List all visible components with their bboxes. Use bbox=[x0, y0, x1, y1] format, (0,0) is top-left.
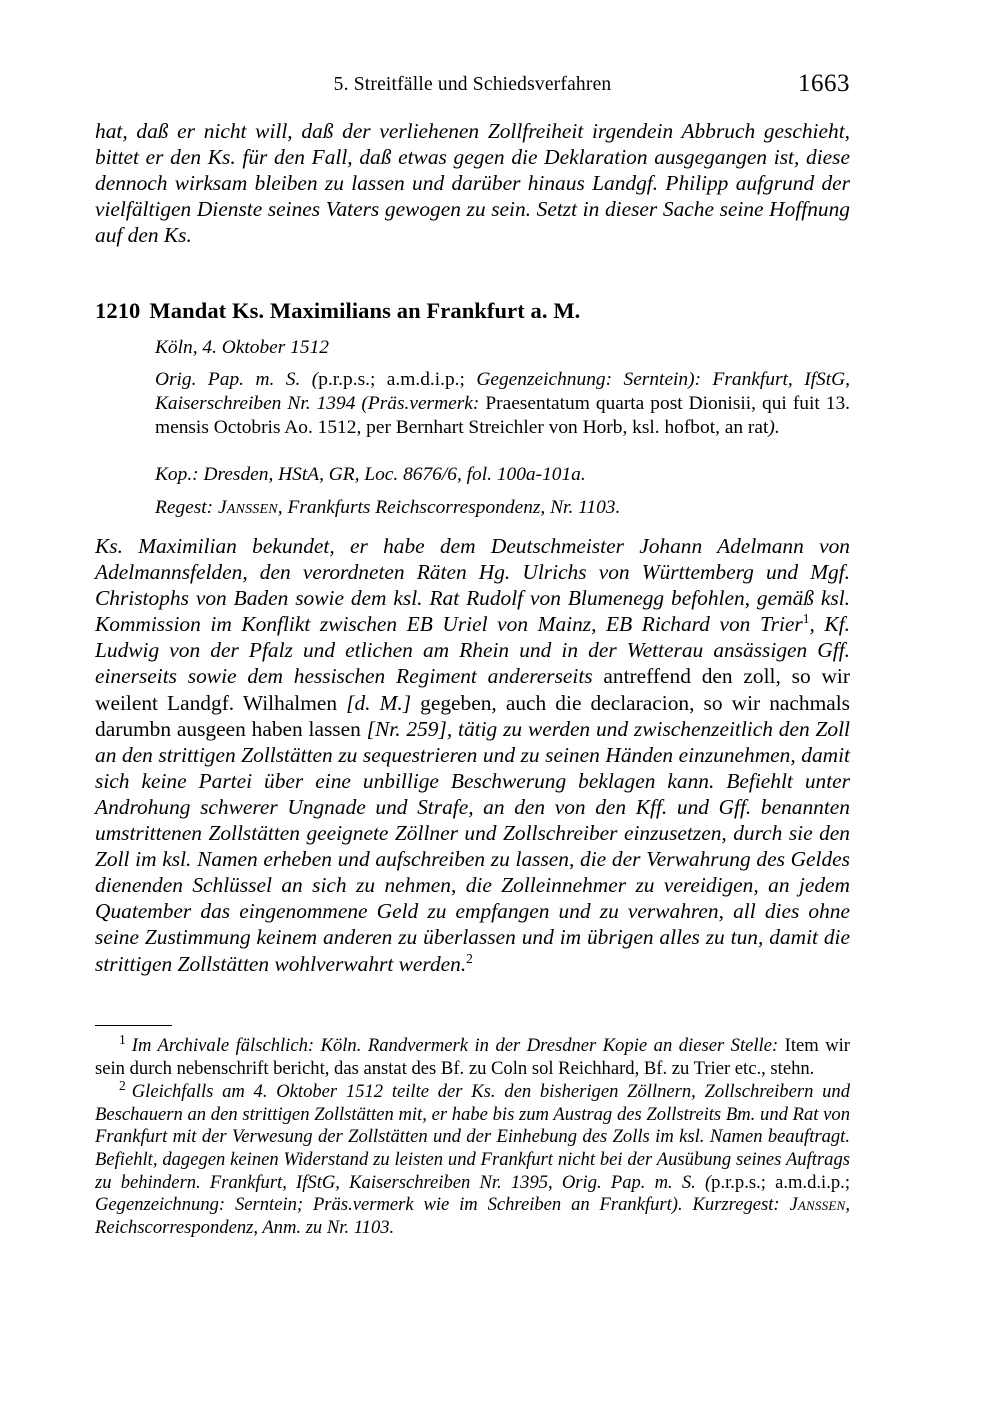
body-segment-1: Ks. Maximilian bekundet, er habe dem Deutschmeister Johann Adelmann von Adelmannsfelden, den verordneten Räten Hg. Ulrichs von Württemberg und Mgf. Christophs von Baden sowie dem ksl. Rat Rudolf von Blumenegg befohlen, gemäß ksl. Kommission im Konflikt zwischen EB Uriel von Mainz, EB Richard von Trier bbox=[95, 534, 850, 637]
footnote-2-marker: 2 bbox=[119, 1078, 126, 1093]
source-part-1: Orig. Pap. m. S. ( bbox=[155, 369, 319, 390]
footnote-separator-rule bbox=[95, 1025, 172, 1026]
footnote-1-lead: Im Archivale fälschlich: Köln. Randvermerk in der Dresdner Kopie an dieser Stelle: bbox=[131, 1035, 779, 1056]
footnote-2-tail: , Reichscorrespondenz, Anm. zu Nr. 1103. bbox=[95, 1194, 850, 1238]
entry-date-line: Köln, 4. Oktober 1512 bbox=[155, 337, 329, 358]
body-segment-3-quote: antreffend den zoll, so wir weilent Landgf. Wilhalmen bbox=[95, 664, 850, 715]
source-part-2-roman: p.r.p.s.; a.m.d.i.p.; bbox=[318, 369, 465, 390]
regest-author: Janssen bbox=[218, 497, 278, 518]
regest-prefix: Regest: bbox=[155, 497, 218, 518]
source-part-4-roman: Praesentatum quarta post Dionisii, qui fuit 13. mensis Octobris Ao. 1512, per Bernhart Streichler von Horb, ksl. hofbot, an rat bbox=[155, 393, 851, 439]
entry-kop-line: Kop.: Dresden, HStA, GR, Loc. 8676/6, fol. 100a-101a. bbox=[155, 464, 586, 485]
footnote-1 bbox=[95, 1031, 851, 1080]
entry-regest-line bbox=[155, 496, 850, 520]
footnote-2-roman-mid: p.r.p.s.; a.m.d.i.p.; bbox=[711, 1171, 850, 1193]
intro-paragraph: hat, daß er nicht will, daß der verliehenen Zollfreiheit irgendein Abbruch geschieht, bittet er den Ks. für den Fall, daß etwas gegen die Deklaration ausgegangen ist, diese dennoch wirksam bleiben zu lassen und darüber hinaus Landgf. Philipp aufgrund der vielfältigen Dienste seines Vaters gewogen zu sein. Setzt in dieser Sache seine Hoffnung auf den Ks. bbox=[95, 119, 850, 248]
footnote-ref-2[interactable]: 2 bbox=[466, 950, 473, 966]
entry-source-line bbox=[155, 368, 850, 441]
entry-body bbox=[95, 533, 850, 977]
body-segment-5-quote: gegeben, auch die declaracion, so wir nachmals darumbn ausgeen haben lassen bbox=[95, 690, 850, 741]
footnote-area bbox=[95, 1031, 851, 1240]
entry-title: Mandat Ks. Maximilians an Frankfurt a. M. bbox=[149, 298, 581, 323]
running-head bbox=[95, 70, 850, 104]
footnote-2-italic-mid: Gegenzeichnung: Serntein; Präs.vermerk wie im Schreiben an Frankfurt). Kurzregest: bbox=[95, 1194, 790, 1216]
footnote-2-lead: Gleichfalls am 4. Oktober 1512 teilte der Ks. den bisherigen Zöllnern, Zollschreibern und Beschauern an den strittigen Zollstätten mit, er habe bis zum Austrag des Zollstreits Bm. und Rat von Frankfurt mit der Verwesung der Zollstätten und der Einhebung des Zolls im ksl. Namen beauftragt. Befiehlt, dagegen keinen Widerstand zu leisten und Frankfurt nicht bei der Ausübung seines Auftrags zu behindern. Frankfurt, IfStG, Kaiserschreiben Nr. 1395, Orig. Pap. m. S. ( bbox=[95, 1081, 850, 1193]
footnote-2-author: Janssen bbox=[789, 1194, 846, 1216]
source-part-3: Gegenzeichnung: Serntein): Frankfurt, IfStG, Kaiserschreiben Nr. 1394 (Präs.vermerk: bbox=[155, 369, 850, 415]
body-segment-4-editorial: [d. M.] bbox=[346, 690, 421, 715]
footnote-ref-1[interactable]: 1 bbox=[802, 611, 810, 627]
running-head-title: 5. Streitfälle und Schiedsverfahren bbox=[333, 74, 612, 95]
entry-heading bbox=[95, 297, 850, 325]
regest-rest: , Frankfurts Reichscorrespondenz, Nr. 1103. bbox=[277, 497, 621, 518]
body-segment-6: [Nr. 259], tätig zu werden und zwischenzeitlich den Zoll an den strittigen Zollstätten zu sequestrieren und zu seinen Händen einzunehmen, damit sich keine Partei über eine unbillige Beschwerung beklagen kann. Befiehlt unter Androhung schwerer Ungnade und Strafe, an den von den Kff. und Gff. benannten umstrittenen Zollstätten geeignete Zöllner und Zollschreiber einzusetzen, durch sie den Zoll im ksl. Namen erheben und aufschreiben zu lassen, die der Verwahrung des Geldes dienenden Schlüssel an sich zu nehmen, die Zolleinnehmer zu vereidigen, an jedem Quatember das eingenommene Geld zu empfangen und zu verwahren, all dies ohne seine Zustimmung keinem anderen zu überlassen und im übrigen alles zu tun, damit die strittigen Zollstätten wohlverwahrt werden. bbox=[95, 716, 850, 976]
source-part-5: ). bbox=[768, 417, 780, 439]
footnote-1-quote: Item wir sein durch nebenschrift bericht, das anstat des Bf. zu Coln sol Reichhard, Bf. zu Trier etc., stehn. bbox=[95, 1035, 851, 1079]
page-number: 1663 bbox=[798, 70, 850, 97]
entry-number: 1210 bbox=[95, 298, 141, 323]
body-segment-2: , Kf. Ludwig von der Pfalz und etlichen am Rhein und in der Wetterau ansässigen Gff. einerseits sowie dem hessischen Regiment andererseits bbox=[95, 612, 850, 689]
footnote-2 bbox=[95, 1078, 850, 1239]
footnote-1-marker: 1 bbox=[119, 1031, 126, 1047]
